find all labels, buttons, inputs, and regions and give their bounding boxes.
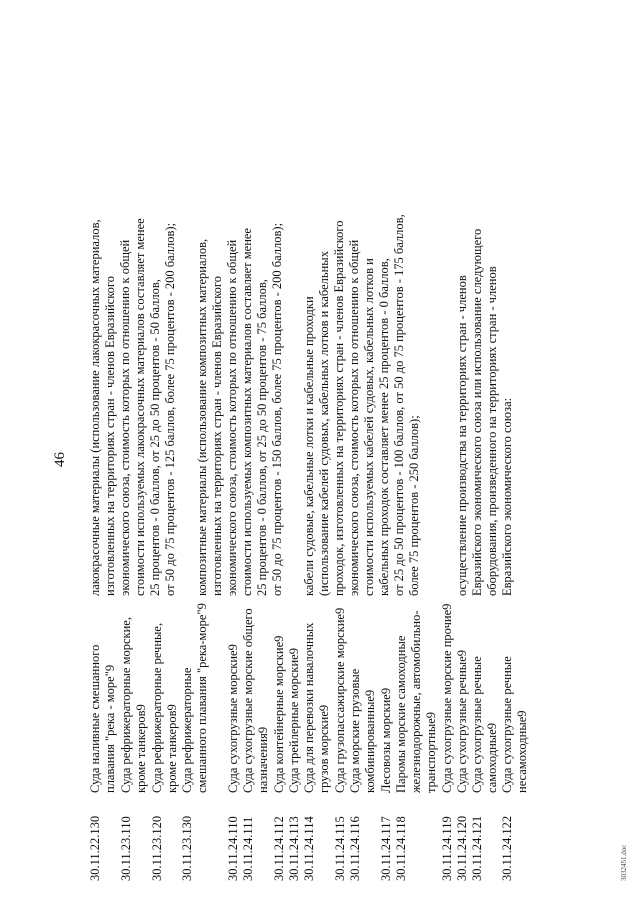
vessel-type-line: Суда наливные смешанного xyxy=(88,644,102,793)
vessel-type xyxy=(88,603,118,793)
okpd-code: 30.11.24.110 xyxy=(226,816,240,881)
criterion-line: кабельных проходок составляет менее 25 процентов - 0 баллов, xyxy=(377,258,391,596)
vessel-type xyxy=(333,603,348,793)
criterion-block xyxy=(195,36,285,596)
vessel-type-line: Суда сухогрузные морские общего xyxy=(241,608,255,793)
vessel-type-line: грузов морские9 xyxy=(317,704,331,793)
vessel-type-line: Суда сухогрузные речные9 xyxy=(455,650,469,793)
criterion-line: 25 процентов - 0 баллов, от 25 до 50 процентов - 50 баллов, xyxy=(148,279,162,596)
criterion-line: более 75 процентов - 250 баллов); xyxy=(407,415,421,596)
vessel-type-line: Суда рефрижераторные морские, xyxy=(119,617,133,793)
vessel-type-line: комбинированные9 xyxy=(363,689,377,793)
vessel-type-line: кроме танкеров9 xyxy=(134,704,148,793)
criterion-line: экономического союза, стоимость которых по отношению к общей xyxy=(347,239,361,596)
criterion-line: от 50 до 75 процентов - 150 баллов, более 75 процентов - 200 баллов); xyxy=(270,222,284,596)
vessel-type-line: плавания "река - море"9 xyxy=(103,664,117,793)
vessel-type-line: смешанного плавания "река-море"9 xyxy=(195,603,209,793)
okpd-code: 30.11.24.113 xyxy=(287,816,301,881)
criterion-line: 25 процентов - 0 баллов, от 25 до 50 процентов - 75 баллов, xyxy=(255,279,269,596)
vessel-type-line: Суда рефрижераторные xyxy=(180,667,194,793)
vessel-type xyxy=(150,603,180,793)
vessel-type xyxy=(241,603,271,793)
vessel-type-line: несамоходные9 xyxy=(515,710,529,793)
okpd-code: 30.11.24.118 xyxy=(394,816,408,881)
criterion-line: экономического союза, стоимость которых по отношению к общей xyxy=(225,239,239,596)
criterion-block xyxy=(302,36,422,596)
page-number: 46 xyxy=(52,452,68,467)
vessel-type-line: Суда трейлерные морские9 xyxy=(287,648,301,793)
criterion-line: изготовленных на территориях стран - членов Евразийского xyxy=(103,276,117,596)
criterion-block xyxy=(88,36,178,596)
vessel-type xyxy=(287,603,302,793)
criterion-block xyxy=(455,36,515,596)
vessel-type xyxy=(302,603,332,793)
criterion-line: оборудования, произведенного на территориях стран - членов xyxy=(485,266,499,596)
vessel-type xyxy=(440,603,455,793)
vessel-type-line: Суда сухогрузные речные xyxy=(500,656,514,793)
criterion-line: Евразийского экономического союза или использование следующего xyxy=(470,228,484,596)
vessel-type-line: железнодорожные, автомобильно- xyxy=(409,610,423,793)
vessel-type-line: Суда сухогрузные речные xyxy=(470,656,484,793)
vessel-type-line: Суда морские грузовые xyxy=(348,668,362,793)
okpd-code: 30.11.24.115 xyxy=(333,816,347,881)
vessel-type xyxy=(119,603,149,793)
criterion-line: (использование кабелей судовых, кабельных лотков и кабельных xyxy=(317,251,331,596)
okpd-code: 30.11.24.112 xyxy=(272,816,286,881)
document-reference: 3032451.doc xyxy=(620,844,628,881)
vessel-type-line: Суда для перевозки навалочных xyxy=(302,622,316,793)
criterion-line: изготовленных на территориях стран - членов Евразийского xyxy=(210,276,224,596)
vessel-type xyxy=(348,603,378,793)
criterion-line: лакокрасочные материалы (использование лакокрасочных материалов, xyxy=(88,219,102,596)
okpd-code: 30.11.24.116 xyxy=(348,816,362,881)
vessel-type-line: Суда грузопассажирские морские9 xyxy=(333,607,347,793)
okpd-code: 30.11.24.120 xyxy=(455,815,469,881)
vessel-type xyxy=(394,603,439,793)
okpd-code: 30.11.24.111 xyxy=(241,816,255,881)
vessel-type-line: кроме танкеров9 xyxy=(165,704,179,793)
criterion-line: стоимости используемых композитных материалов составляет менее xyxy=(240,228,254,596)
criterion-line: стоимости используемых кабелей судовых, кабельных лотков и xyxy=(362,258,376,596)
okpd-code: 30.11.23.120 xyxy=(150,815,164,881)
vessel-type-line: Суда контейнерные морские9 xyxy=(272,635,286,793)
criterion-line: от 50 до 75 процентов - 125 баллов, более 75 процентов - 200 баллов); xyxy=(163,222,177,596)
vessel-type-line: транспортные9 xyxy=(424,711,438,793)
okpd-code: 30.11.23.110 xyxy=(119,816,133,881)
vessel-type xyxy=(500,603,530,793)
vessel-type xyxy=(226,603,241,793)
okpd-code: 30.11.24.122 xyxy=(500,815,514,881)
criterion-line: Евразийского экономического союза: xyxy=(500,397,514,596)
vessel-type xyxy=(470,603,500,793)
criterion-line: осуществление производства на территориях стран - членов xyxy=(455,275,469,596)
vessel-type xyxy=(455,603,470,793)
vessel-type-line: самоходные9 xyxy=(485,722,499,793)
vessel-type xyxy=(180,603,210,793)
okpd-code: 30.11.24.119 xyxy=(440,816,454,881)
okpd-code: 30.11.24.121 xyxy=(470,815,484,881)
okpd-code: 30.11.24.114 xyxy=(302,816,316,881)
vessel-type-line: Суда сухогрузные морские прочие9 xyxy=(440,603,454,793)
criterion-line: стоимости используемых лакокрасочных материалов составляет менее xyxy=(133,218,147,596)
criterion-line: от 25 до 50 процентов - 100 баллов, от 50 до 75 процентов - 175 баллов, xyxy=(392,214,406,596)
vessel-type-line: Паромы морские самоходные xyxy=(394,635,408,793)
vessel-type-line: назначения9 xyxy=(256,726,270,793)
vessel-type xyxy=(379,603,394,793)
vessel-type xyxy=(272,603,287,793)
criterion-line: экономического союза, стоимость которых по отношению к общей xyxy=(118,239,132,596)
criterion-line: проходок, изготовленных на территориях стран - членов Евразийского xyxy=(332,220,346,596)
okpd-code: 30.11.24.117 xyxy=(379,816,393,881)
vessel-type-line: Суда сухогрузные морские9 xyxy=(226,644,240,793)
criterion-line: композитные материалы (использование композитных материалов, xyxy=(195,238,209,596)
criterion-line: кабели судовые, кабельные лотки и кабельные проходки xyxy=(302,296,316,596)
vessel-type-line: Лесовозы морские9 xyxy=(379,687,393,793)
okpd-code: 30.11.22.130 xyxy=(88,815,102,881)
vessel-type-line: Суда рефрижераторные речные, xyxy=(150,622,164,793)
okpd-code: 30.11.23.130 xyxy=(180,815,194,881)
